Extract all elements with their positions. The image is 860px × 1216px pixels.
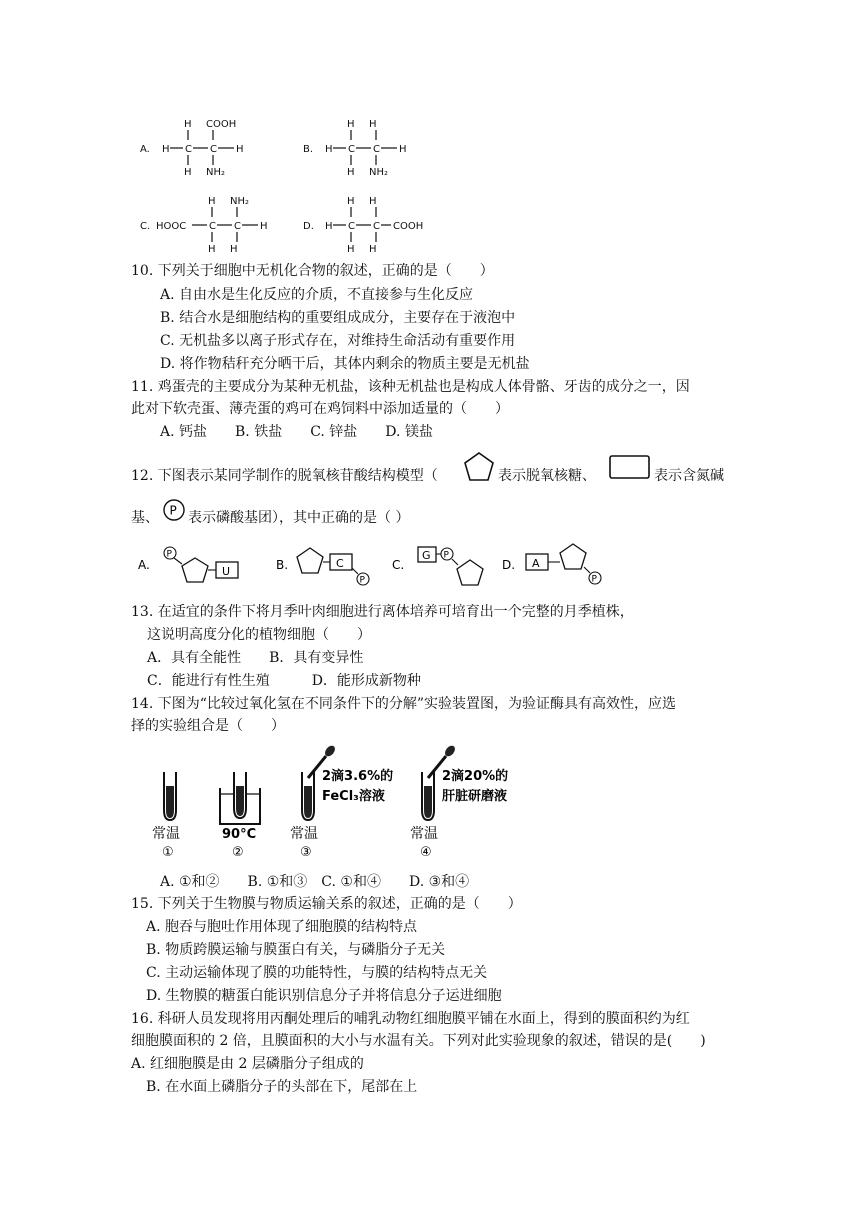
atom: COOH [206,119,237,130]
q12-stem-c: 表示含氮碱 [654,468,724,484]
q15-stem: 15. 下列关于生物膜与物质运输关系的叙述，正确的是（ ） [131,896,522,912]
q14-stem-1: 14. 下图为“比较过氧化氢在不同条件下的分解”实验装置图，为验证酶具有高效性，应选 [131,696,677,712]
reagent-label-1: 2滴20%的 [442,769,509,784]
atom: H [184,119,192,130]
q14-options[interactable]: A. ①和② B. ①和③ C. ①和④ D. ③和④ [160,874,470,890]
atom: H [399,144,407,155]
atom: C [209,221,216,232]
atom: H [369,244,377,255]
q15-option-c[interactable]: C. 主动运输体现了膜的功能特性，与膜的结构特点无关 [146,965,488,981]
atom: COOH [393,221,424,232]
base-letter: A [532,557,540,570]
q11-options[interactable]: A. 钙盐 B. 铁盐 C. 锌盐 D. 镁盐 [160,424,433,440]
atom: H [162,144,170,155]
q10-option-c[interactable]: C. 无机盐多以离子形式存在，对维持生命活动有重要作用 [160,333,516,349]
atom: H [325,144,333,155]
formula-a [140,115,280,180]
q11-stem-1: 11. 鸡蛋壳的主要成分为某种无机盐，该种无机盐也是构成人体骨骼、牙齿的成分之一，因 [131,379,690,395]
reagent-label-2: FeCl₃溶液 [322,789,385,804]
atom: H [347,119,355,130]
atom: H [208,244,216,255]
q11-stem-2: 此对下软壳蛋、薄壳蛋的鸡可在鸡饲料中添加适量的（ ） [131,401,509,417]
atom: C [210,144,217,155]
q14-apparatus [150,742,570,864]
option-letter: B. [276,558,289,572]
atom: C [373,144,380,155]
atom: HOOC [156,221,187,232]
tube-number: ① [162,845,174,860]
test-tube-3 [290,744,393,860]
formula-a-letter: A. [140,144,150,155]
q10-option-b[interactable]: B. 结合水是细胞结构的重要组成成分，主要存在于液泡中 [160,310,516,326]
rectangle-icon [608,453,652,481]
formula-d [303,192,443,257]
option-letter: A. [138,558,150,572]
q15-option-a[interactable]: A. 胞吞与胞吐作用体现了细胞膜的结构特点 [146,919,418,935]
atom: H [325,221,333,232]
reagent-label-2: 肝脏研磨液 [442,789,508,804]
option-letter: C. [392,558,405,572]
pentagon-icon [462,450,496,484]
reagent-label-1: 2滴3.6%的 [322,769,394,784]
phosphate-symbol: P [359,575,365,586]
atom: NH₂ [369,167,389,178]
q12-option-b[interactable] [276,548,369,586]
tube-label: 常温 [410,826,438,842]
q12-stem-d: 基、 [131,510,159,526]
atom: H [236,144,244,155]
q13-options-cd[interactable]: C．能进行有性生殖 D．能形成新物种 [147,673,421,689]
test-tube-2 [220,772,260,860]
formula-b [303,115,443,180]
atom: H [369,119,377,130]
q10-option-d[interactable]: D. 将作物秸秆充分晒干后，其体内剩余的物质主要是无机盐 [160,356,530,372]
formula-c [140,192,280,257]
q14-stem-2: 择的实验组合是（ ） [131,718,285,734]
formula-b-letter: B. [303,144,314,155]
pentagon-icon [457,560,483,585]
base-letter: U [222,565,231,578]
option-letter: D. [502,558,516,572]
tube-label: 常温 [152,826,180,842]
atom: H [260,221,268,232]
tube-label: 90°C [222,827,257,842]
atom: C [185,144,192,155]
q13-stem-1: 13. 在适宜的条件下将月季叶肉细胞进行离体培养可培育出一个完整的月季植株， [131,604,634,620]
atom: NH₂ [230,196,250,207]
test-tube-4 [410,744,508,860]
q12-stem-b: 表示脱氧核糖、 [498,468,596,484]
atom: H [208,196,216,207]
q16-stem-1: 16. 科研人员发现将用丙酮处理后的哺乳动物红细胞膜平铺在水面上，得到的膜面积约为红 [131,1011,690,1027]
formula-c-letter: C. [140,221,151,232]
q12-stem-e: 表示磷酸基团），其中正确的是（ ） [188,510,410,526]
atom: H [184,167,192,178]
tube-label: 常温 [290,826,318,842]
phosphate-symbol: P [166,549,172,560]
base-letter: G [422,549,431,562]
q12-option-d[interactable] [502,544,601,585]
atom: C [348,144,355,155]
tube-number: ④ [420,845,432,860]
q13-stem-2: 这说明高度分化的植物细胞（ ） [147,627,371,643]
base-letter: C [336,557,344,570]
phosphate-symbol: P [169,503,177,518]
pentagon-icon [560,544,586,569]
atom: H [347,244,355,255]
atom: C [234,221,241,232]
q16-option-a[interactable]: A. 红细胞膜是由 2 层磷脂分子组成的 [131,1056,364,1072]
phosphate-symbol: P [443,550,449,561]
atom: C [373,221,380,232]
atom: C [348,221,355,232]
atom: NH₂ [206,167,226,178]
q12-option-a[interactable] [138,547,238,582]
q16-stem-2: 细胞膜面积的 2 倍，且膜面积的大小与水温有关。下列对此实验现象的叙述，错误的是( ) [131,1033,706,1049]
q15-option-b[interactable]: B. 物质跨膜运输与膜蛋白有关，与磷脂分子无关 [146,942,446,958]
atom: H [369,196,377,207]
pentagon-icon [297,548,323,573]
q10-option-a[interactable]: A. 自由水是生化反应的介质，不直接参与生化反应 [160,287,474,303]
phosphate-symbol: P [591,574,597,585]
q12-option-c[interactable] [392,547,483,585]
test-tube-1 [152,772,180,860]
atom: H [347,196,355,207]
q12-stem-a: 12. 下图表示某同学制作的脱氧核苷酸结构模型（ [131,468,438,484]
q13-options-ab[interactable]: A．具有全能性 B．具有变异性 [147,650,364,666]
formula-d-letter: D. [303,221,314,232]
q15-option-d[interactable]: D. 生物膜的糖蛋白能识别信息分子并将信息分子运进细胞 [146,988,502,1004]
phosphate-icon [162,498,188,524]
q10-stem: 10. 下列关于细胞中无机化合物的叙述，正确的是（ ） [131,263,494,279]
q16-option-b[interactable]: B. 在水面上磷脂分子的头部在下，尾部在上 [146,1079,418,1095]
q12-option-diagrams [136,540,756,592]
atom: H [230,244,238,255]
atom: H [347,167,355,178]
tube-number: ③ [300,845,312,860]
tube-number: ② [232,845,244,860]
pentagon-icon [182,558,208,582]
